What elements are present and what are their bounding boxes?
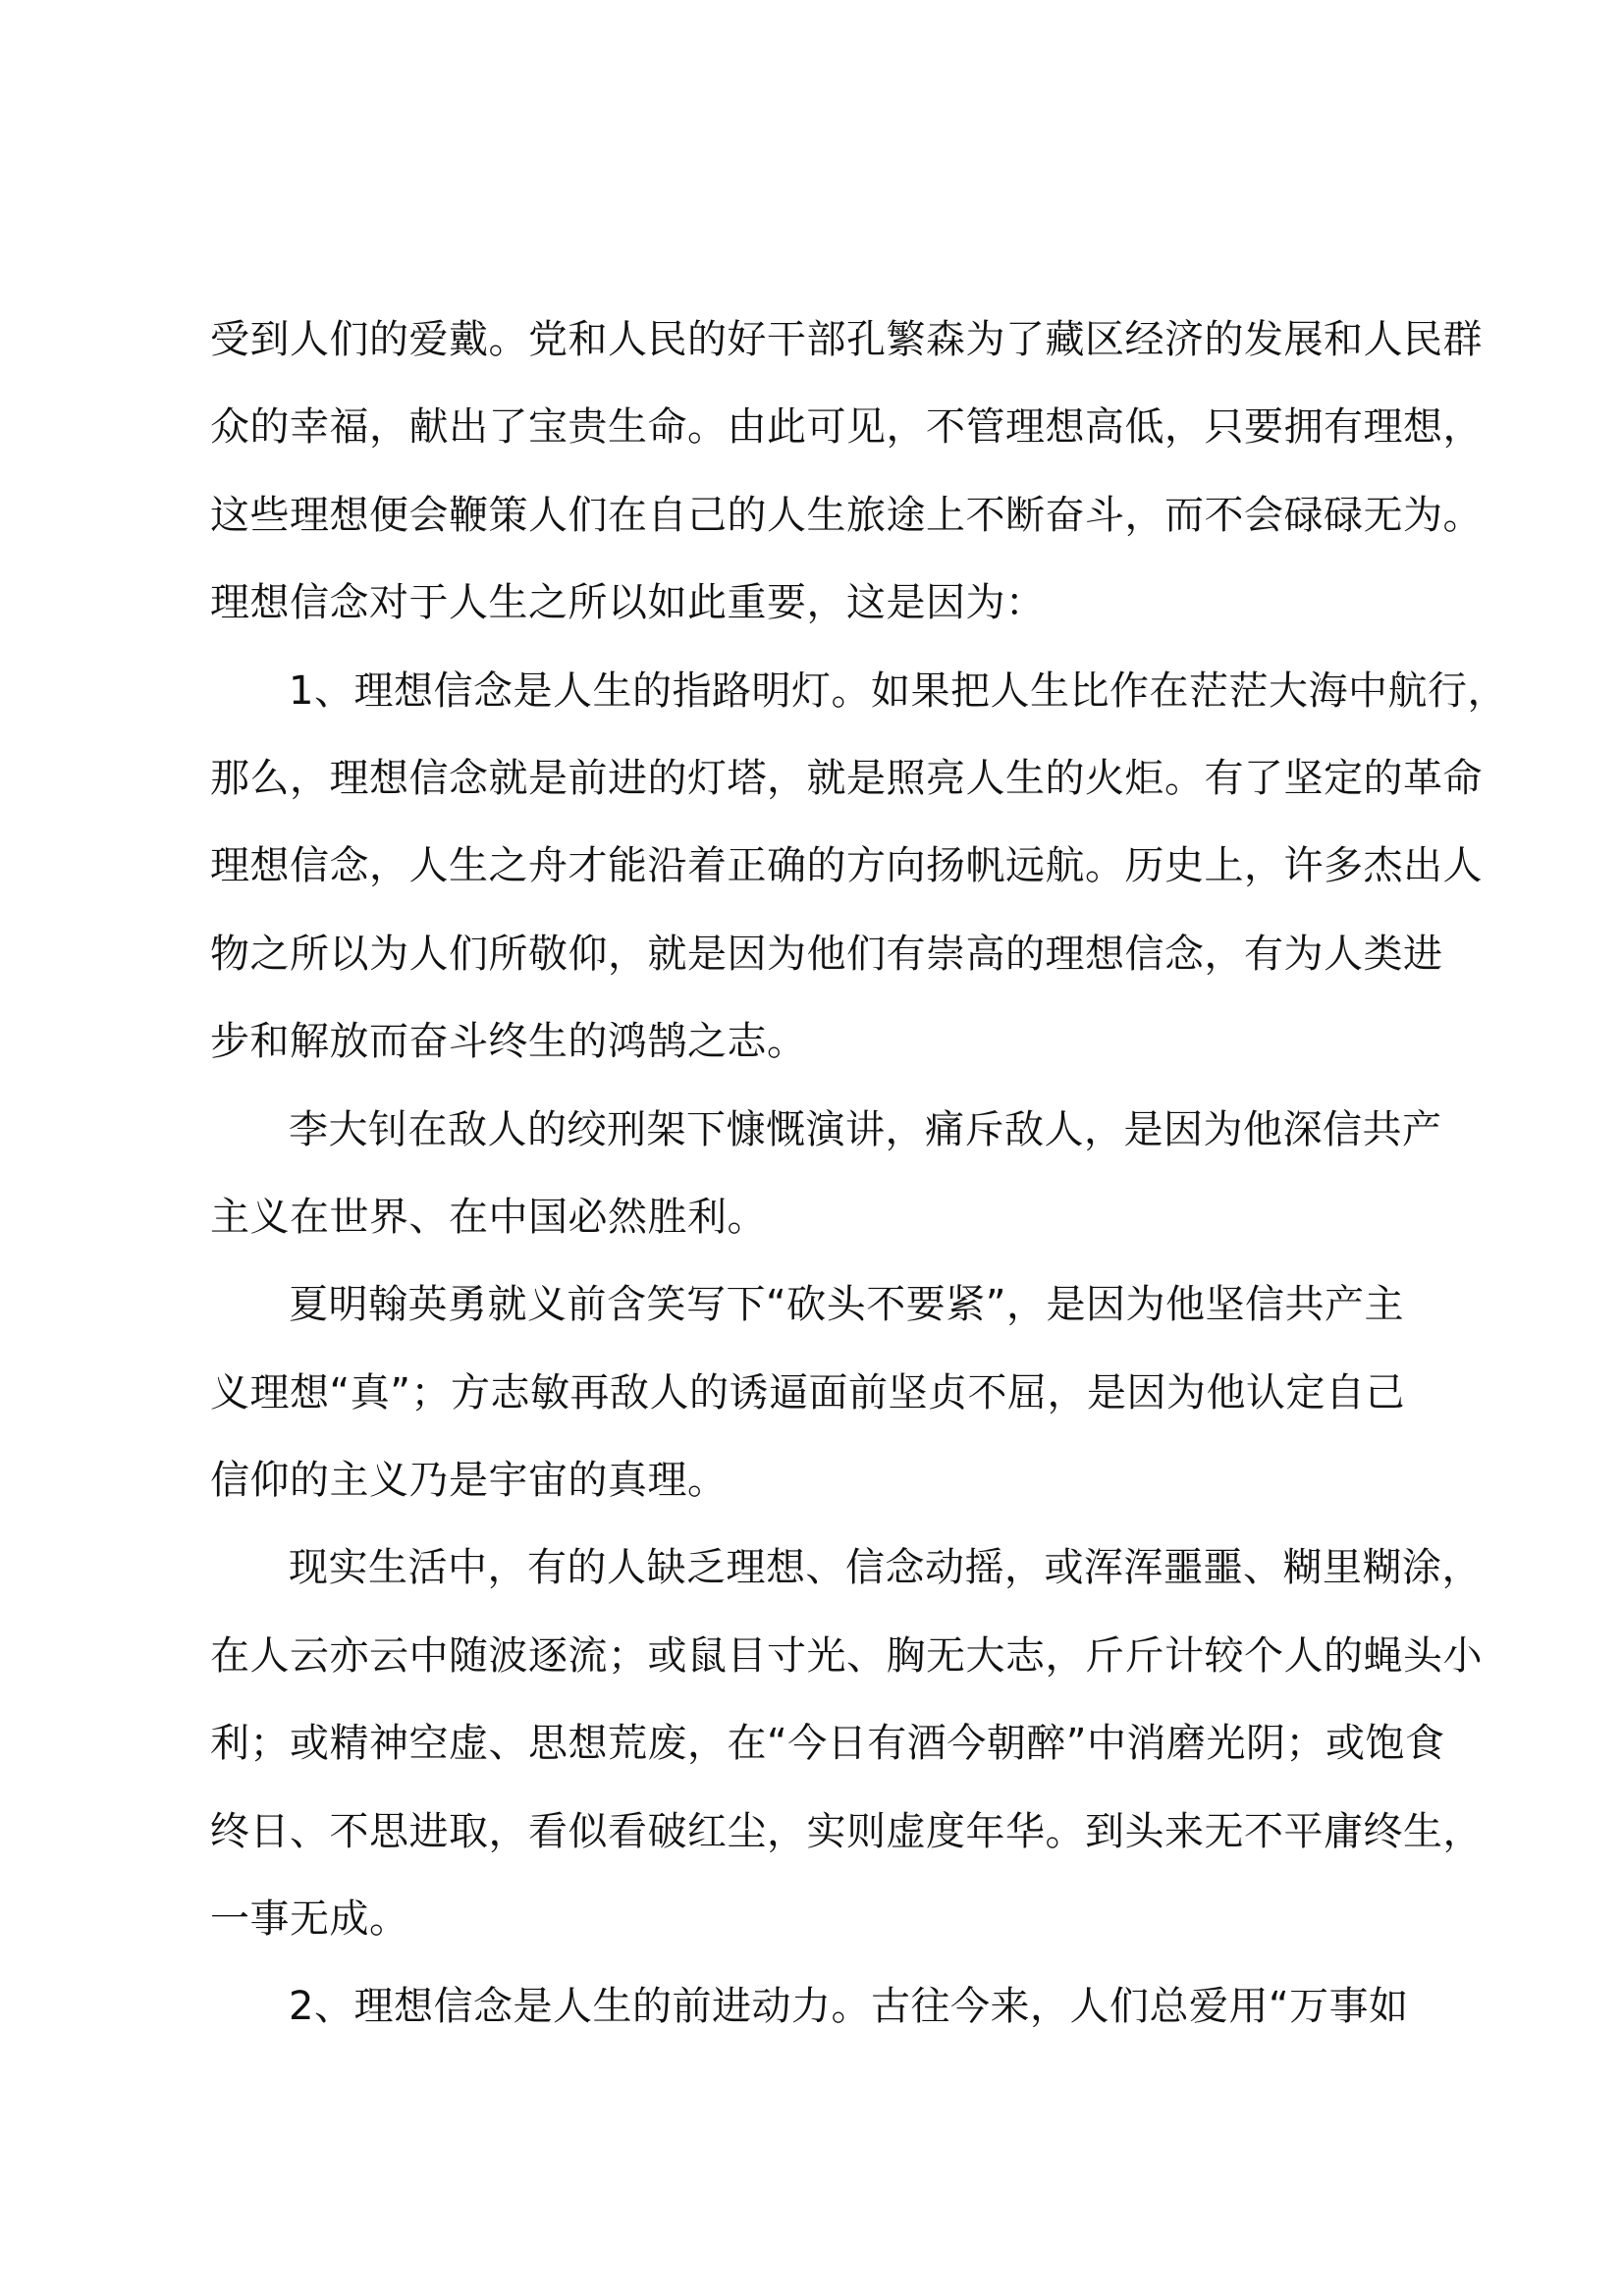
text-line: 信仰的主义乃是宇宙的真理。 xyxy=(210,1458,728,1504)
text-line-paragraph-start: 夏明翰英勇就义前含笑写下“砍头不要紧”，是因为他坚信共产主 xyxy=(289,1282,1404,1328)
text-line: 这些理想便会鞭策人们在自己的人生旅途上不断奋斗，而不会碌碌无为。 xyxy=(210,492,1483,538)
text-line: 物之所以为人们所敬仰，就是因为他们有崇高的理想信念，有为人类进 xyxy=(210,931,1443,977)
text-line: 义理想“真”；方志敏再敌人的诱逼面前坚贞不屈，是因为他认定自己 xyxy=(210,1369,1405,1415)
text-line-paragraph-start: 李大钊在敌人的绞刑架下慷慨演讲，痛斥敌人，是因为他深信共产 xyxy=(289,1106,1442,1152)
text-line-numbered-point-2: 2、理想信念是人生的前进动力。古往今来，人们总爱用“万事如 xyxy=(289,1984,1409,2030)
text-line: 理想信念对于人生之所以如此重要，这是因为： xyxy=(210,580,1046,626)
text-line: 理想信念，人生之舟才能沿着正确的方向扬帆远航。历史上，许多杰出人 xyxy=(210,843,1483,889)
text-line: 众的幸福，献出了宝贵生命。由此可见，不管理想高低，只要拥有理想， xyxy=(210,404,1483,451)
document-body xyxy=(210,312,1507,2067)
text-line-numbered-point-1: 1、理想信念是人生的指路明灯。如果把人生比作在茫茫大海中航行， xyxy=(289,667,1507,714)
text-line: 一事无成。 xyxy=(210,1896,409,1943)
text-line: 终日、不思进取，看似看破红尘，实则虚度年华。到头来无不平庸终生， xyxy=(210,1808,1483,1854)
text-line: 主义在世界、在中国必然胜利。 xyxy=(210,1194,767,1240)
text-line-paragraph-start: 现实生活中，有的人缺乏理想、信念动摇，或浑浑噩噩、糊里糊涂， xyxy=(289,1545,1482,1591)
text-line: 步和解放而奋斗终生的鸿鹄之志。 xyxy=(210,1019,807,1065)
text-line: 在人云亦云中随波逐流；或鼠目寸光、胸无大志，斤斤计较个人的蝇头小 xyxy=(210,1632,1483,1679)
text-line: 利；或精神空虚、思想荒废，在“今日有酒今朝醉”中消磨光阴；或饱食 xyxy=(210,1721,1445,1767)
text-line: 那么，理想信念就是前进的灯塔，就是照亮人生的火炬。有了坚定的革命 xyxy=(210,755,1483,801)
text-line: 受到人们的爱戴。党和人民的好干部孔繁森为了藏区经济的发展和人民群 xyxy=(210,317,1483,362)
